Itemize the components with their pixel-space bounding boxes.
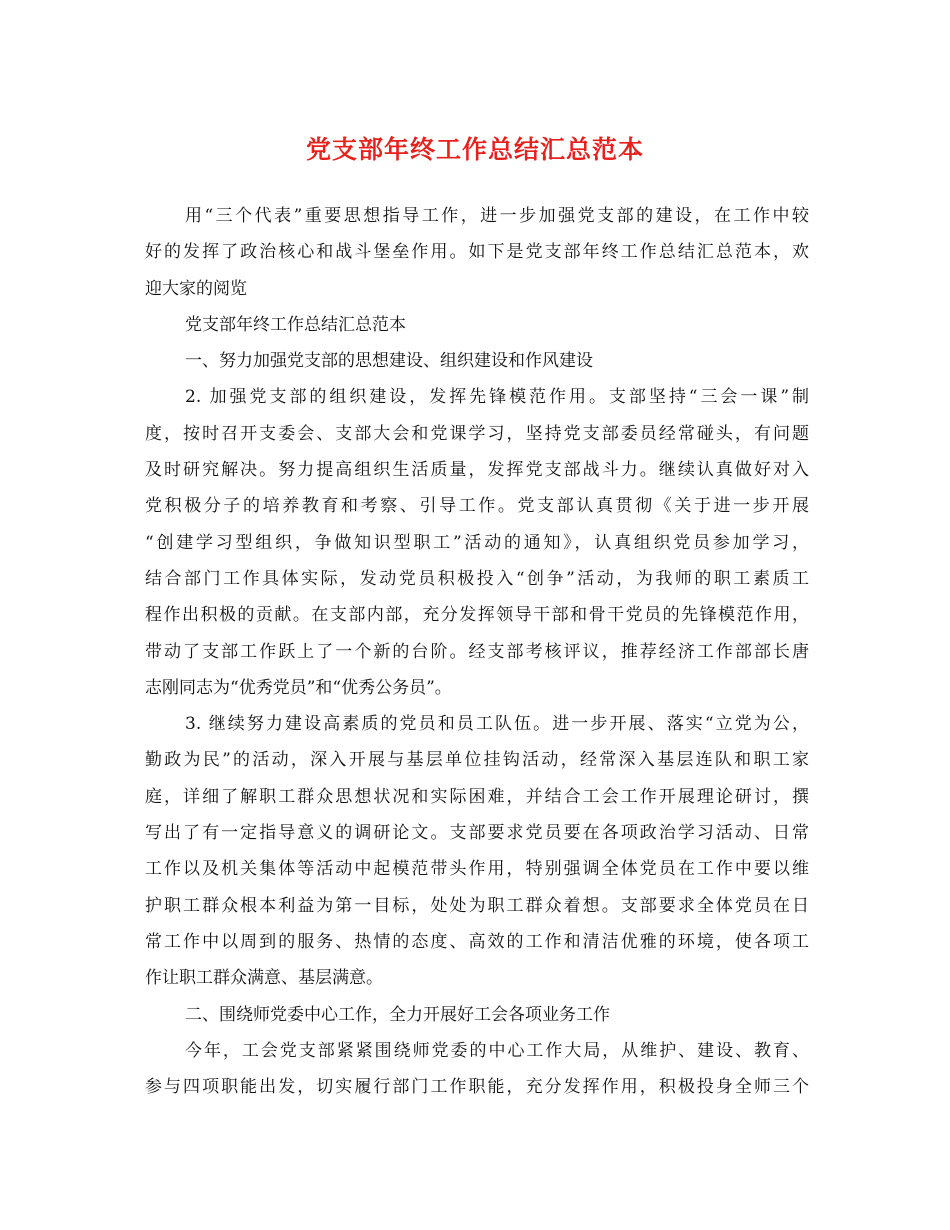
body-text-line: 及时研究解决。努力提高组织生活质量，发挥党支部战斗力。继续认真做好对入 [145,460,809,481]
body-text-line: 工作以及机关集体等活动中起模范带头作用，特别强调全体党员在工作中要以维 [145,859,809,880]
body-text-line: 迎大家的阅览 [145,278,247,299]
body-text-line: 3. 继续努力建设高素质的党员和员工队伍。进一步开展、落实“立党为公， [185,714,809,735]
body-text-line: 常工作中以周到的服务、热情的态度、高效的工作和清洁优雅的环境，使各项工 [145,931,809,952]
body-text-line: “创建学习型组织，争做知识型职工”活动的通知》，认真组织党员参加学习， [145,532,809,553]
body-text-line: 二、围绕师党委中心工作，全力开展好工会各项业务工作 [185,1004,610,1025]
body-text-line: 带动了支部工作跃上了一个新的台阶。经支部考核评议，推荐经济工作部部长唐 [145,641,809,662]
body-text-line: 护职工群众根本利益为第一目标，处处为职工群众着想。支部要求全体党员在日 [145,895,809,916]
body-text-line: 庭，详细了解职工群众思想状况和实际困难，并结合工会工作开展理论研讨，撰 [145,786,809,807]
body-text-line: 程作出积极的贡献。在支部内部，充分发挥领导干部和骨干党员的先锋模范作用， [145,605,809,626]
body-text-line: 一、努力加强党支部的思想建设、组织建设和作风建设 [185,351,593,372]
body-text-line: 今年，工会党支部紧紧围绕师党委的中心工作大局，从维护、建设、教育、 [185,1040,809,1061]
body-text-line: 结合部门工作具体实际，发动党员积极投入“创争”活动，为我师的职工素质工 [145,568,809,589]
body-text-line: 党支部年终工作总结汇总范本 [185,314,406,335]
body-text-line: 2. 加强党支部的组织建设，发挥先锋模范作用。支部坚持“三会一课”制 [185,387,809,408]
body-text-line: 志刚同志为“优秀党员”和“优秀公务员”。 [145,677,452,698]
document-body [145,198,809,1105]
body-text-line: 写出了有一定指导意义的调研论文。支部要求党员要在各项政治学习活动、日常 [145,823,809,844]
body-text-line: 勤政为民”的活动，深入开展与基层单位挂钩活动，经常深入基层连队和职工家 [145,750,809,771]
body-text-line: 度，按时召开支委会、支部大会和党课学习，坚持党支部委员经常碰头，有问题 [145,423,809,444]
document-title: 党支部年终工作总结汇总范本 [305,135,644,164]
body-text-line: 好的发挥了政治核心和战斗堡垒作用。如下是党支部年终工作总结汇总范本，欢 [145,242,809,263]
body-text-line: 作让职工群众满意、基层满意。 [145,968,383,989]
body-text-line: 参与四项职能出发，切实履行部门工作职能，充分发挥作用，积极投身全师三个 [145,1077,809,1098]
body-text-line: 用“三个代表”重要思想指导工作，进一步加强党支部的建设，在工作中较 [185,206,809,226]
body-text-line: 党积极分子的培养教育和考察、引导工作。党支部认真贯彻《关于进一步开展 [145,496,809,517]
